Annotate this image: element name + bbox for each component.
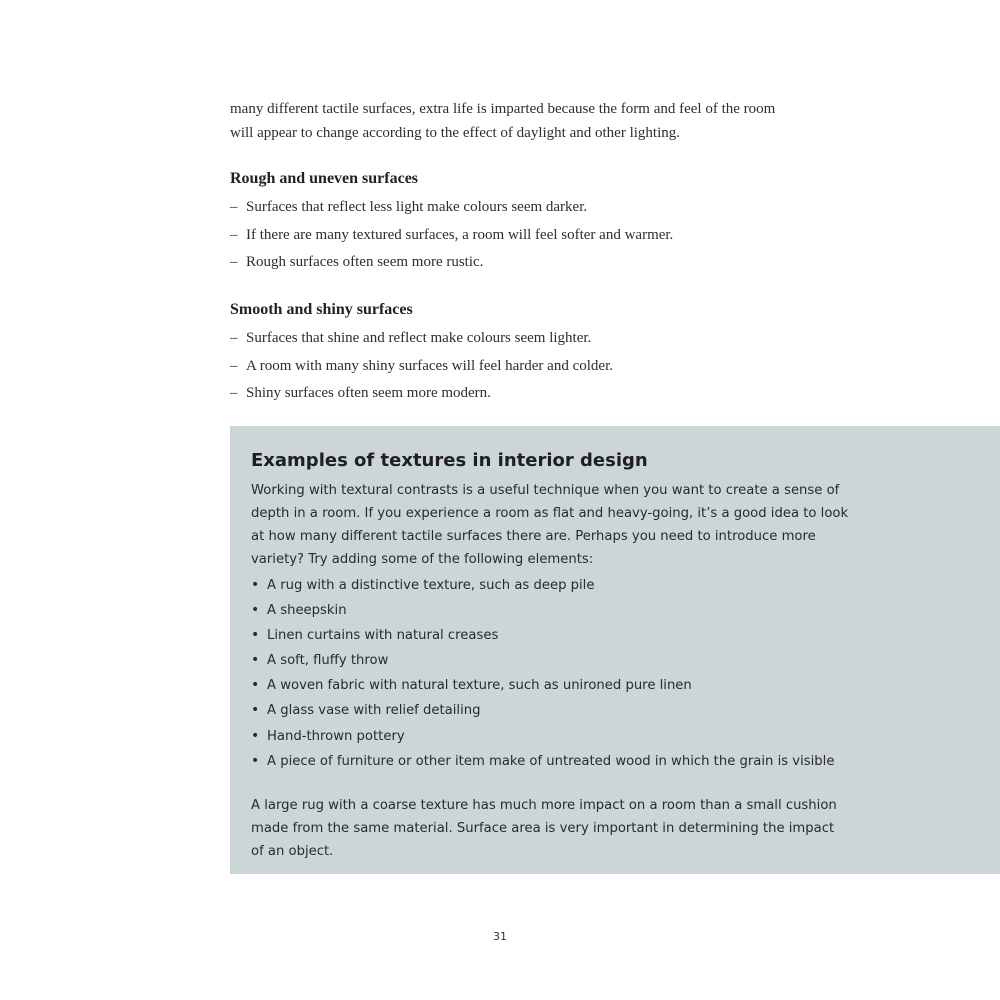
bullet-marker: • — [251, 602, 260, 619]
list-item — [251, 749, 851, 774]
textures-bullet-list — [251, 573, 851, 774]
list-item-text: A rug with a distinctive texture, such as deep pile — [267, 578, 595, 593]
list-item-text: Shiny surfaces often seem more modern. — [246, 385, 491, 401]
bullet-marker: • — [251, 627, 260, 644]
dash-marker: – — [230, 385, 238, 401]
list-item — [230, 249, 790, 277]
dash-marker: – — [230, 330, 238, 346]
list-item — [230, 222, 790, 250]
list-item — [251, 698, 851, 723]
list-item-text: Rough surfaces often seem more rustic. — [246, 254, 484, 270]
dash-marker: – — [230, 357, 238, 374]
list-item-text: A glass vase with relief detailing — [267, 703, 481, 719]
list-item-text: A room with many shiny surfaces will feel harder and colder. — [246, 357, 613, 374]
list-item-text: Surfaces that reflect less light make colours seem darker. — [246, 199, 588, 215]
list-item — [230, 325, 790, 353]
bullet-marker: • — [251, 752, 260, 769]
list-item-text: A sheepskin — [267, 603, 347, 619]
rough-surfaces-heading: Rough and uneven surfaces — [230, 170, 419, 187]
smooth-surfaces-heading: Smooth and shiny surfaces — [230, 301, 413, 318]
textures-example-content — [251, 447, 851, 863]
bullet-marker: • — [251, 702, 260, 719]
textures-example-box — [230, 426, 1000, 874]
list-item — [251, 724, 851, 749]
list-item — [230, 194, 790, 222]
textures-box-closing-paragraph: A large rug with a coarse texture has much more impact on a room than a small cushion made from the same material. Surface area is very important in determining the impact of an object. — [251, 797, 837, 859]
rough-surfaces-list — [230, 194, 790, 277]
list-item-text: A piece of furniture or other item make of untreated wood in which the grain is visible — [267, 753, 835, 769]
list-item-text: Surfaces that shine and reflect make colours seem lighter. — [246, 330, 592, 346]
bullet-marker: • — [251, 577, 260, 593]
list-item — [251, 648, 851, 673]
list-item-text: A soft, fluffy throw — [267, 653, 389, 669]
list-item — [251, 673, 851, 698]
textures-box-heading: Examples of textures in interior design — [251, 450, 648, 471]
bullet-marker: • — [251, 677, 260, 694]
page-number: 31 — [493, 930, 507, 943]
smooth-surfaces-section — [230, 299, 790, 408]
bullet-marker: • — [251, 727, 260, 744]
list-item — [230, 353, 790, 381]
bullet-marker: • — [251, 652, 260, 669]
list-item — [251, 623, 851, 648]
list-item-text: Linen curtains with natural creases — [267, 628, 499, 644]
list-item-text: If there are many textured surfaces, a room will feel softer and warmer. — [246, 226, 674, 243]
dash-marker: – — [230, 199, 238, 215]
smooth-surfaces-list — [230, 325, 790, 408]
list-item — [251, 598, 851, 623]
rough-surfaces-section — [230, 168, 790, 277]
list-item — [251, 573, 851, 598]
list-item-text: Hand-thrown pottery — [267, 728, 405, 744]
list-item — [230, 380, 790, 408]
dash-marker: – — [230, 226, 238, 243]
intro-paragraph: many different tactile surfaces, extra life is imparted because the form and feel of the room will appear to change according to the effect of daylight and other lighting. — [230, 101, 776, 141]
textures-box-lead-paragraph: Working with textural contrasts is a useful technique when you want to create a sense of depth in a room. If you experience a room as flat and heavy-going, it’s a good idea to look at how many different tactile surfaces there are. Perhaps you need to introduce more variety? Try adding some of the following elements: — [251, 483, 849, 567]
dash-marker: – — [230, 254, 238, 270]
list-item-text: A woven fabric with natural texture, such as unironed pure linen — [267, 678, 692, 694]
